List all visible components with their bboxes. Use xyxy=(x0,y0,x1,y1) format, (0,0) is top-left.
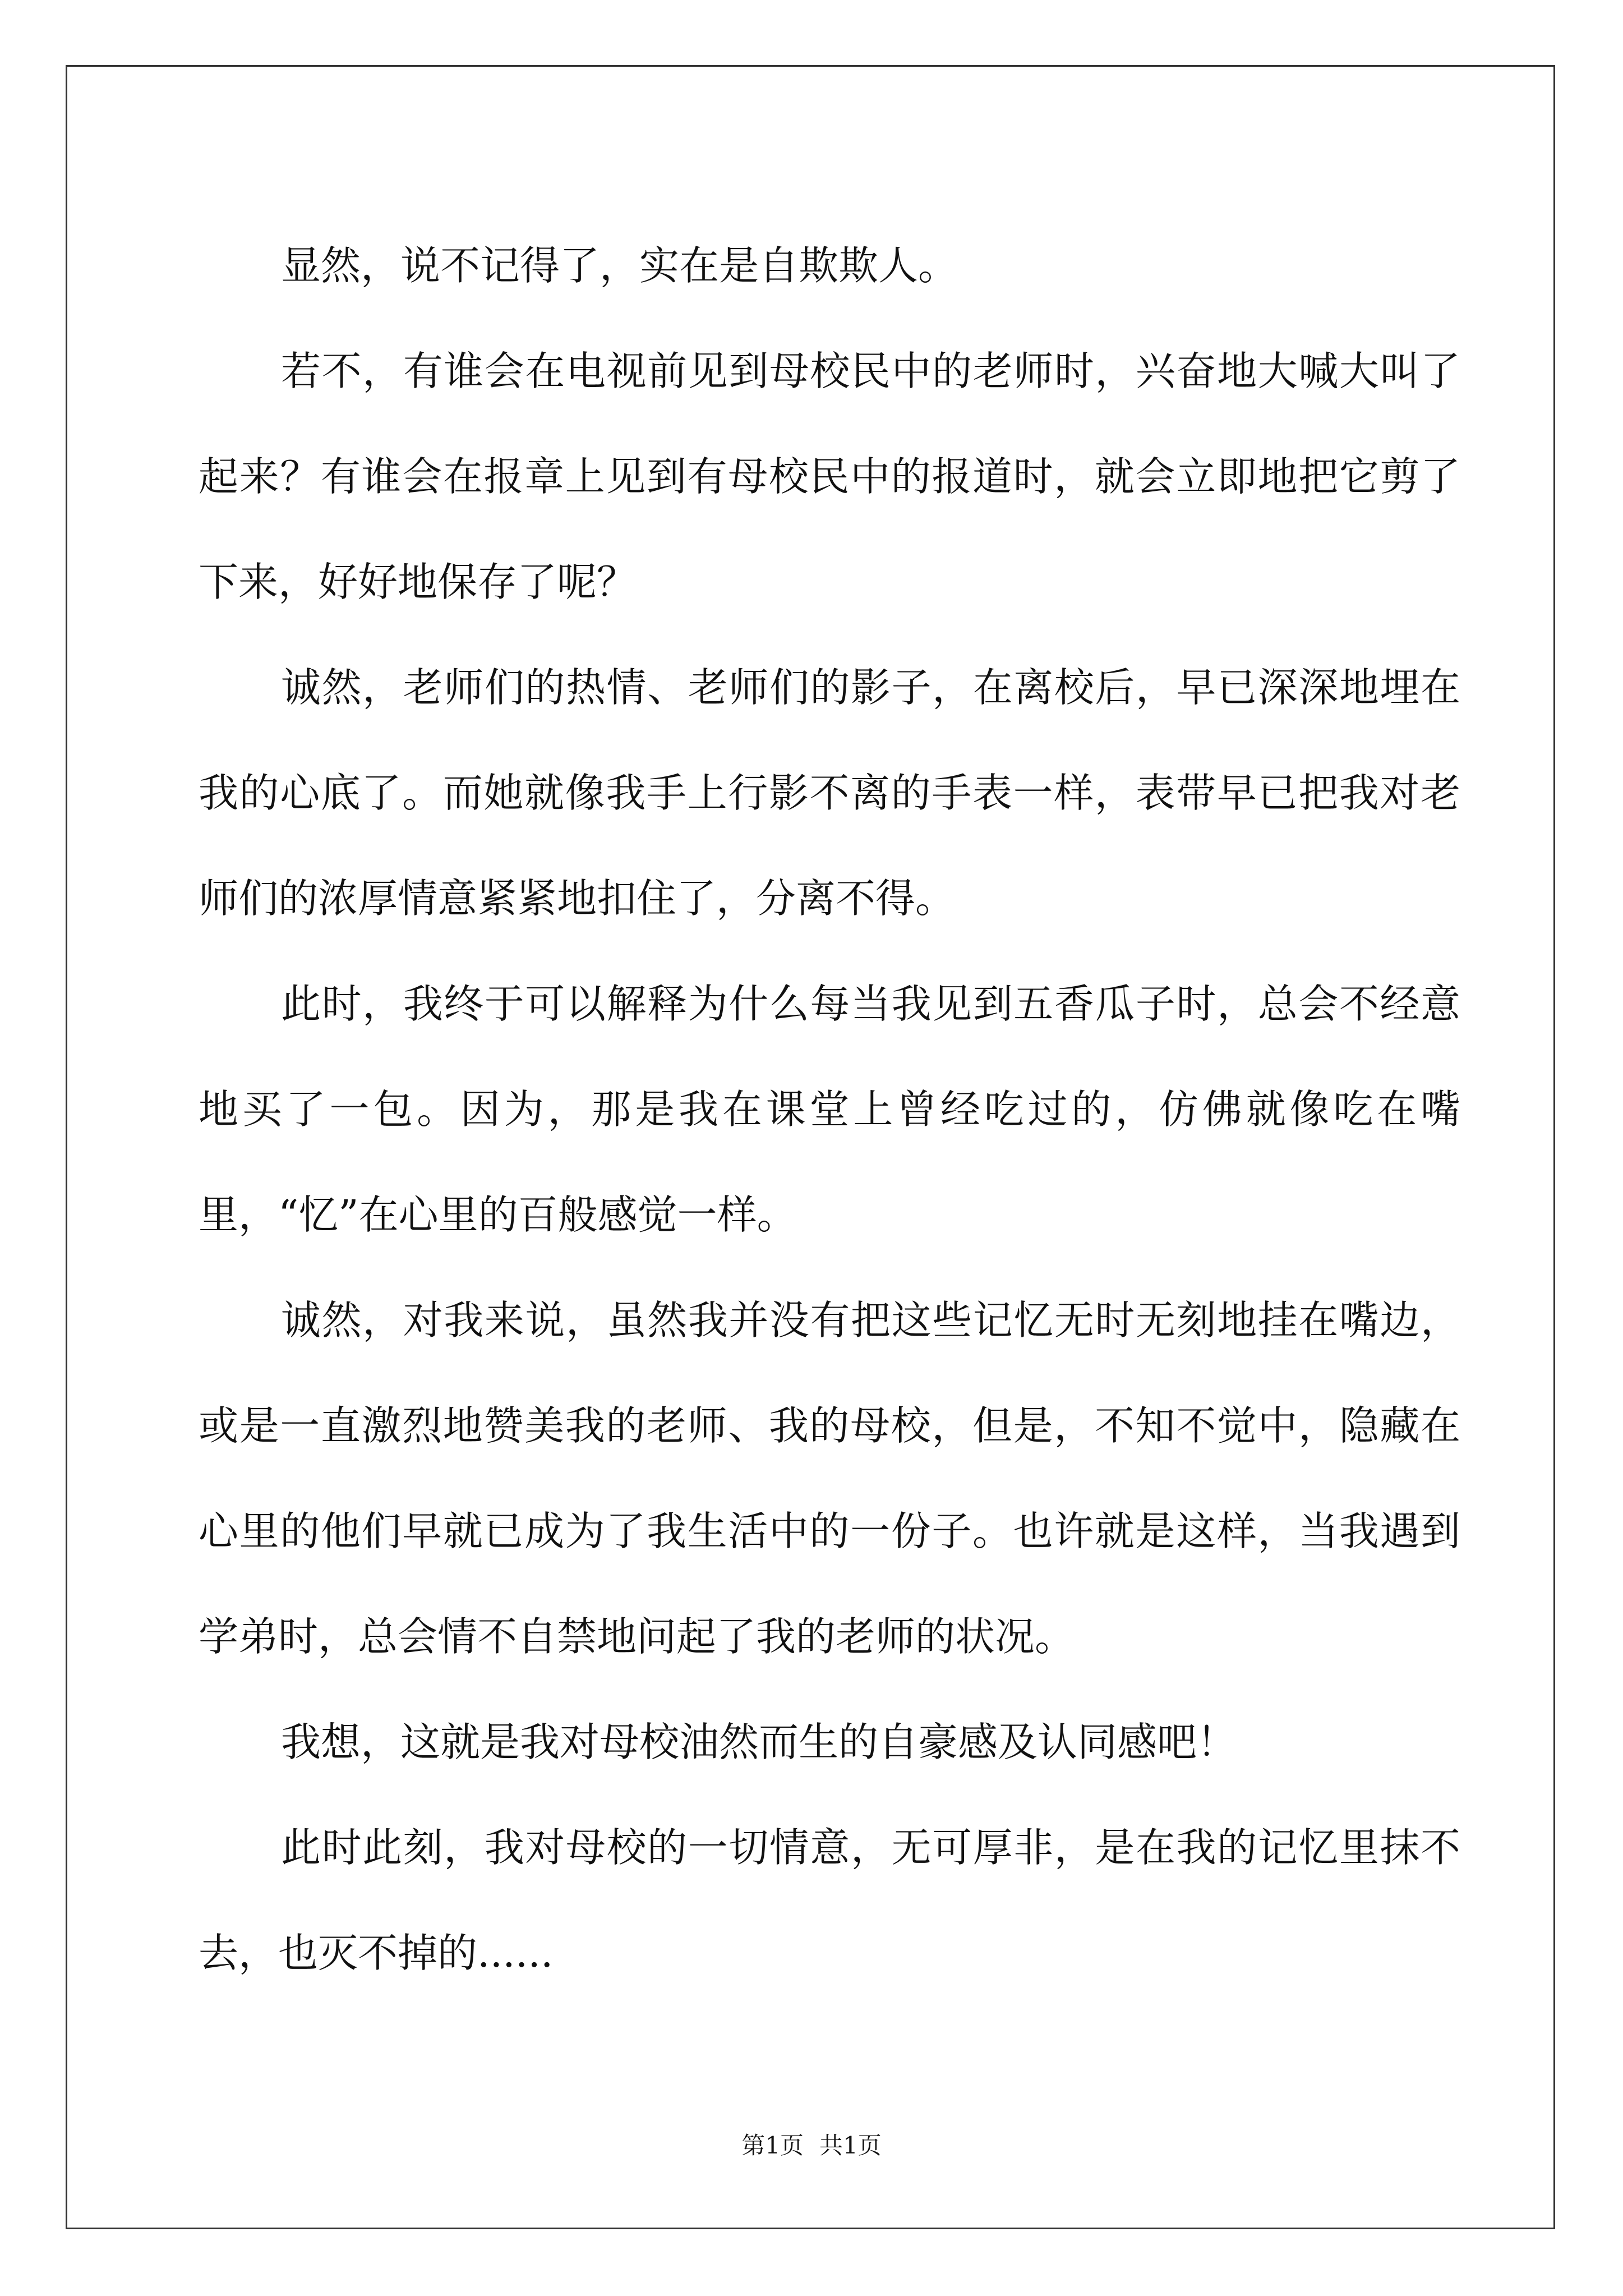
page-number-total: 共1页 xyxy=(819,2132,882,2159)
paragraph: 显然，说不记得了，实在是自欺欺人。 xyxy=(281,242,958,289)
page-number-current: 第1页 xyxy=(741,2132,804,2159)
document-body xyxy=(199,213,1460,2006)
paragraph: 诚然，对我来说，虽然我并没有把这些记忆无时无刻地挂在嘴边，或是一直激烈地赞美我的老师、我的母校，但是，不知不觉中，隐藏在心里的他们早就已成为了我生活中的一份子。也许就是这样，当我遇到学弟时，总会情不自禁地问起了我的老师的状况。 xyxy=(199,1297,1460,1660)
paragraph: 若不，有谁会在电视前见到母校民中的老师时，兴奋地大喊大叫了起来？有谁会在报章上见到有母校民中的报道时，就会立即地把它剪了下来，好好地保存了呢？ xyxy=(199,348,1460,605)
paragraph: 诚然，老师们的热情、老师们的影子，在离校后，早已深深地埋在我的心底了。而她就像我手上行影不离的手表一样，表带早已把我对老师们的浓厚情意紧紧地扣住了，分离不得。 xyxy=(199,664,1460,922)
paragraph: 此时，我终于可以解释为什么每当我见到五香瓜子时，总会不经意地买了一包。因为，那是我在课堂上曾经吃过的，仿佛就像吃在嘴里，“忆”在心里的百般感觉一样。 xyxy=(199,981,1460,1238)
paragraph: 此时此刻，我对母校的一切情意，无可厚非，是在我的记忆里抹不去，也灭不掉的...... xyxy=(199,1824,1460,1976)
page-footer xyxy=(0,2129,1623,2162)
paragraph: 我想，这就是我对母校油然而生的自豪感及认同感吧！ xyxy=(281,1719,1237,1765)
